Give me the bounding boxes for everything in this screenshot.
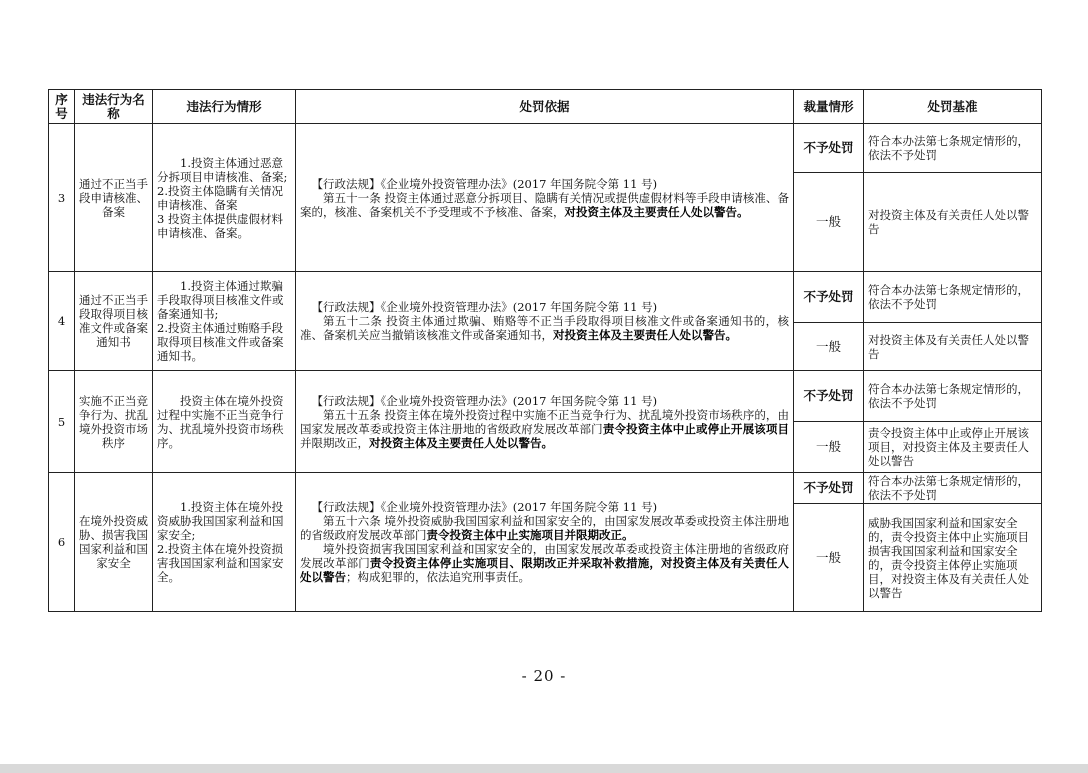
header-discretion-degree: 裁量情形	[794, 90, 864, 124]
degree-general: 一般	[794, 504, 864, 612]
degree-general: 一般	[794, 173, 864, 272]
article-text: 第五十六条 境外投资威胁我国国家利益和国家安全的，由国家发展改革委或投资主体注册地的省级政府发展改革部门	[300, 514, 789, 542]
penalty-basis	[296, 124, 794, 272]
penalty-standard-table	[48, 89, 1042, 612]
law-citation: 【行政法规】《企业境外投资管理办法》(2017 年国务院令第 11 号)	[311, 393, 658, 408]
standard-general: 威胁我国国家利益和国家安全的，责令投资主体中止实施项目 损害我国国家利益和国家安全的，责令投资主体停止实施项目，对投资主体及有关责任人处以警告	[864, 504, 1042, 612]
standard-general: 对投资主体及有关责任人处以警告	[864, 173, 1042, 272]
article-text: 第五十五条 投资主体在境外投资过程中实施不正当竞争行为、扰乱境外投资市场秩序的，由国家发展改革委或投资主体注册地的省级政府发展改革部门	[300, 407, 789, 436]
table-row	[49, 272, 1042, 323]
row-number: 3	[49, 124, 75, 272]
article-penalty: 对投资主体及主要责任人处以警告。	[564, 204, 749, 219]
standard-general: 对投资主体及有关责任人处以警告	[864, 323, 1042, 371]
standard-no-penalty: 符合本办法第七条规定情形的，依法不予处罚	[864, 371, 1042, 422]
degree-no-penalty: 不予处罚	[794, 473, 864, 504]
table-row	[49, 124, 1042, 173]
article-penalty: 责令投资主体停止实施项目、限期改正并采取补救措施，对投资主体及有关责任人处以警告	[300, 556, 790, 584]
page-number: - 20 -	[521, 667, 567, 685]
degree-general: 一般	[794, 422, 864, 473]
law-citation: 【行政法规】《企业境外投资管理办法》(2017 年国务院令第 11 号)	[311, 300, 658, 314]
article-penalty: 责令投资主体中止或停止开展该项目	[602, 421, 790, 436]
standard-general: 责令投资主体中止或停止开展该项目，对投资主体及主要责任人处以警告	[864, 422, 1042, 473]
degree-no-penalty: 不予处罚	[794, 272, 864, 323]
law-article	[300, 191, 789, 219]
standard-no-penalty: 符合本办法第七条规定情形的，依法不予处罚	[864, 124, 1042, 173]
article-text: 第五十一条 投资主体通过恶意分拆项目、隐瞒有关情况或提供虚假材料等手段申请核准、备案的，核准、备案机关不予受理或不予核准、备案，	[300, 190, 789, 219]
degree-general: 一般	[794, 323, 864, 371]
article-penalty: 责令投资主体中止实施项目并限期改正。	[426, 528, 634, 542]
row-number: 6	[49, 473, 75, 612]
header-violation-circumstance: 违法行为情形	[153, 90, 296, 124]
article-text-2: 并限期改正，	[300, 435, 369, 450]
article-penalty: 对投资主体及主要责任人处以警告。	[553, 328, 737, 342]
header-penalty-basis: 处罚依据	[296, 90, 794, 124]
table-row	[49, 473, 1042, 504]
article-text: 境外投资损害我国国家利益和国家安全的，由国家发展改革委或投资主体注册地的省级政府发展改革部门	[300, 542, 789, 570]
penalty-basis	[296, 272, 794, 371]
violation-name: 实施不正当竞争行为、扰乱境外投资市场秩序	[75, 371, 153, 473]
violation-name: 通过不正当手段取得项目核准文件或备案通知书	[75, 272, 153, 371]
law-article	[300, 408, 789, 450]
article-penalty-2: 对投资主体及主要责任人处以警告。	[369, 435, 553, 450]
law-citation: 【行政法规】《企业境外投资管理办法》(2017 年国务院令第 11 号)	[311, 176, 658, 191]
violation-circumstance: 投资主体在境外投资过程中实施不正当竞争行为、扰乱境外投资市场秩序。	[153, 371, 296, 473]
article-tail: ；构成犯罪的，依法追究刑事责任。	[346, 570, 530, 584]
penalty-basis	[296, 371, 794, 473]
header-violation-name: 违法行为名称	[75, 90, 153, 124]
violation-circumstance: 1.投资主体通过欺骗手段取得项目核准文件或备案通知书; 2.投资主体通过贿赂手段取得项目核准文件或备案通知书。	[153, 272, 296, 371]
penalty-basis	[296, 473, 794, 612]
row-number: 4	[49, 272, 75, 371]
law-article	[300, 314, 789, 342]
law-article-para-2	[300, 542, 789, 584]
row-number: 5	[49, 371, 75, 473]
degree-no-penalty: 不予处罚	[794, 371, 864, 422]
standard-no-penalty: 符合本办法第七条规定情形的，依法不予处罚	[864, 473, 1042, 504]
degree-no-penalty: 不予处罚	[794, 124, 864, 173]
violation-name: 在境外投资威胁、损害我国国家利益和国家安全	[75, 473, 153, 612]
violation-circumstance: 1.投资主体通过恶意分拆项目申请核准、备案; 2.投资主体隐瞒有关情况申请核准、备案 3 投资主体提供虚假材料申请核准、备案。	[153, 124, 296, 272]
header-no: 序号	[49, 90, 75, 124]
bottom-edge-band	[0, 764, 1088, 773]
law-article	[300, 514, 789, 542]
violation-name: 通过不正当手段申请核准、备案	[75, 124, 153, 272]
law-citation: 【行政法规】《企业境外投资管理办法》(2017 年国务院令第 11 号)	[311, 500, 658, 514]
table-header-row	[49, 90, 1042, 124]
violation-circumstance: 1.投资主体在境外投资威胁我国国家利益和国家安全; 2.投资主体在境外投资损害我国国家利益和国家安全。	[153, 473, 296, 612]
header-penalty-standard: 处罚基准	[864, 90, 1042, 124]
table-row	[49, 371, 1042, 422]
article-text: 第五十二条 投资主体通过欺骗、贿赂等不正当手段取得项目核准文件或备案通知书的，核准、备案机关应当撤销该核准文件或备案通知书，	[300, 314, 789, 342]
standard-no-penalty: 符合本办法第七条规定情形的，依法不予处罚	[864, 272, 1042, 323]
